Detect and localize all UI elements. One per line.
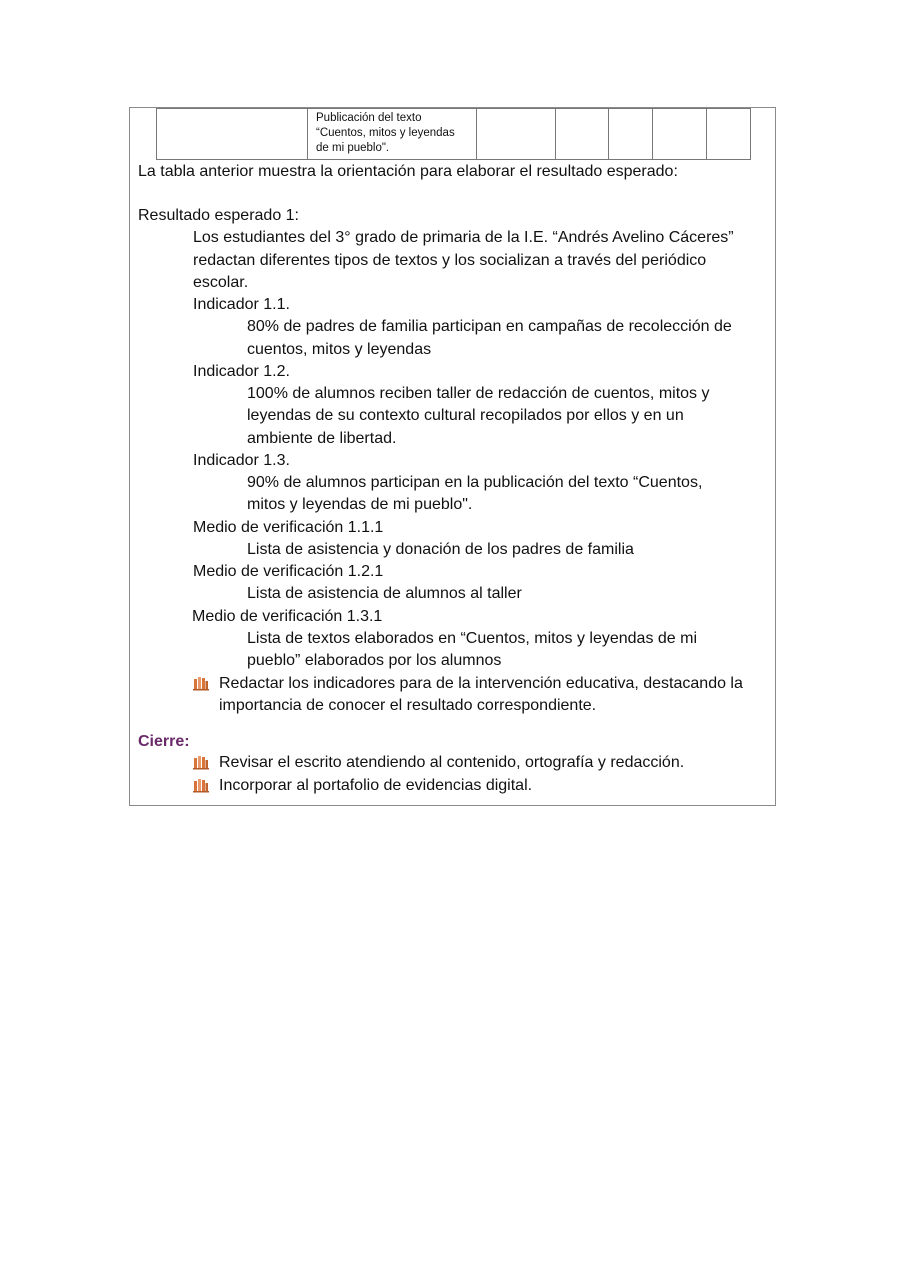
verification-label: Medio de verificación 1.1.1 bbox=[193, 519, 384, 536]
verification-text: pueblo” elaborados por los alumnos bbox=[247, 652, 502, 669]
books-icon bbox=[193, 675, 209, 691]
table-cell-empty bbox=[609, 109, 653, 160]
result-line: escolar. bbox=[193, 274, 249, 291]
result-heading: Resultado esperado 1: bbox=[138, 207, 299, 224]
table-cell-empty bbox=[157, 109, 308, 160]
indicator-text: cuentos, mitos y leyendas bbox=[247, 341, 432, 358]
indicator-text: leyendas de su contexto cultural recopilados por ellos y en un bbox=[247, 407, 684, 424]
orientation-table bbox=[156, 108, 751, 160]
closing-item: Revisar el escrito atendiendo al contenido, ortografía y redacción. bbox=[219, 754, 685, 771]
books-icon bbox=[193, 754, 209, 770]
verification-text: Lista de asistencia y donación de los padres de familia bbox=[247, 541, 634, 558]
verification-text: Lista de textos elaborados en “Cuentos, mitos y leyendas de mi bbox=[247, 630, 698, 647]
task-text: importancia de conocer el resultado correspondiente. bbox=[219, 697, 597, 714]
indicator-text: mitos y leyendas de mi pueblo". bbox=[247, 496, 473, 513]
verification-label: Medio de verificación 1.3.1 bbox=[192, 608, 383, 625]
verification-text: Lista de asistencia de alumnos al taller bbox=[247, 585, 522, 602]
closing-heading: Cierre: bbox=[138, 733, 190, 750]
table-cell-empty bbox=[707, 109, 751, 160]
intro-text: La tabla anterior muestra la orientación para elaborar el resultado esperado: bbox=[138, 163, 678, 180]
indicator-text: 90% de alumnos participan en la publicación del texto “Cuentos, bbox=[247, 474, 703, 491]
table-row bbox=[157, 109, 751, 160]
result-line: redactan diferentes tipos de textos y los socializan a través del periódico bbox=[193, 252, 707, 269]
table-cell-empty bbox=[477, 109, 556, 160]
indicator-label: Indicador 1.1. bbox=[193, 296, 290, 313]
indicator-label: Indicador 1.3. bbox=[193, 452, 290, 469]
result-line: Los estudiantes del 3° grado de primaria de la I.E. “Andrés Avelino Cáceres” bbox=[193, 229, 734, 246]
task-text: Redactar los indicadores para de la intervención educativa, destacando la bbox=[219, 675, 743, 692]
indicator-text: 100% de alumnos reciben taller de redacción de cuentos, mitos y bbox=[247, 385, 710, 402]
indicator-text: ambiente de libertad. bbox=[247, 430, 397, 447]
table-cell-empty bbox=[653, 109, 707, 160]
books-icon bbox=[193, 777, 209, 793]
closing-item: Incorporar al portafolio de evidencias digital. bbox=[219, 777, 533, 794]
indicator-text: 80% de padres de familia participan en campañas de recolección de bbox=[247, 318, 732, 335]
indicator-label: Indicador 1.2. bbox=[193, 363, 290, 380]
table-cell-empty bbox=[556, 109, 609, 160]
table-cell-activity: Publicación del texto “Cuentos, mitos y leyendas de mi pueblo". bbox=[308, 109, 477, 160]
verification-label: Medio de verificación 1.2.1 bbox=[193, 563, 384, 580]
